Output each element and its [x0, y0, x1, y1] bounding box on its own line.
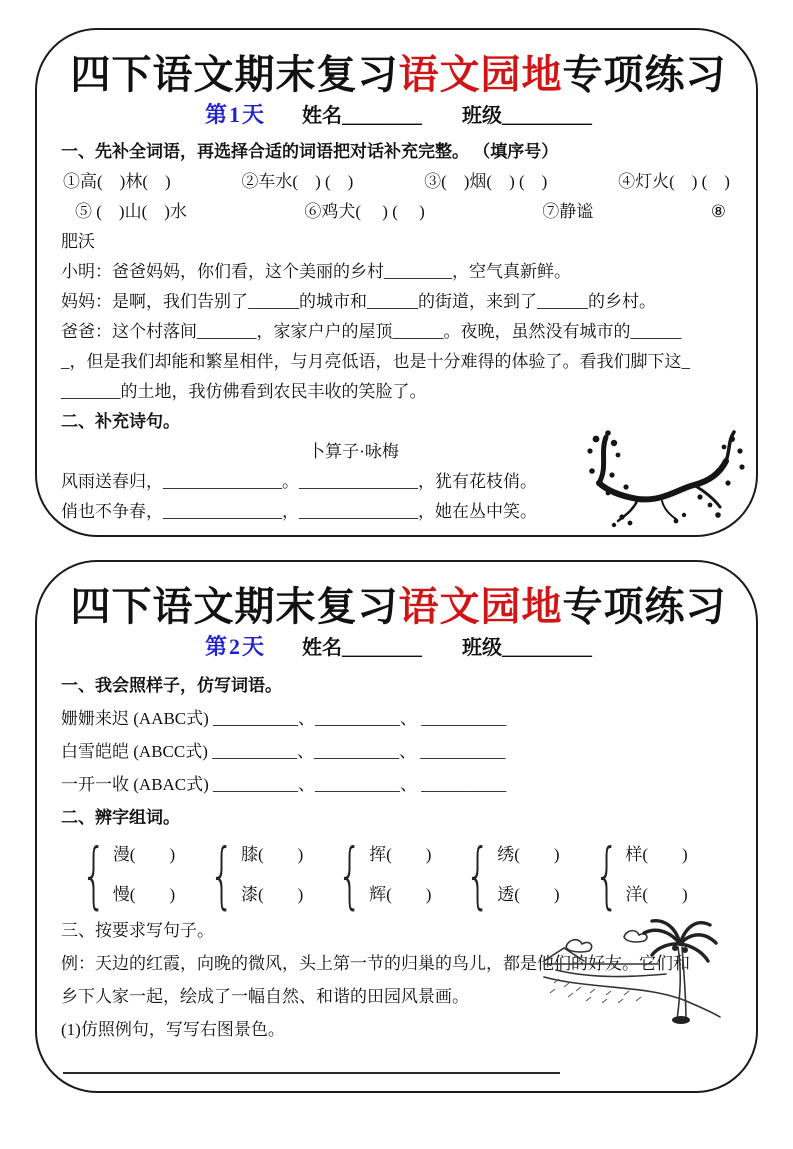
- imitate-word-line-2: 白雪皑皑 (ABCC式) __________、__________、 __________: [61, 742, 506, 761]
- pair-top: 膝( ): [240, 845, 304, 864]
- pair-group-3: [327, 833, 432, 917]
- name-field: 姓名________: [302, 637, 422, 659]
- word-item-8: ⑧: [710, 202, 726, 221]
- pair-bottom: 漆( ): [240, 885, 304, 904]
- imitate-word-line-3: 一开一收 (ABAC式) __________、__________、 __________: [61, 775, 507, 794]
- worksheet-day2: [35, 560, 758, 1093]
- pair-group-4: [455, 833, 560, 917]
- subtask-1-prompt: (1)仿照例句，写写右图景色。: [61, 1020, 285, 1039]
- pair-bottom: 辉( ): [369, 885, 432, 904]
- lakeside-palm-illustration: [538, 917, 730, 1029]
- example-sentence-line2: 乡下人家一起，绘成了一幅自然、和谐的田园风景画。: [61, 987, 469, 1006]
- class-field: 班级_________: [462, 105, 592, 127]
- d1-q1-word-row3: 肥沃: [61, 232, 95, 251]
- word-item-6: ⑥鸡犬( ) ( ): [304, 202, 425, 221]
- day1-label: 第1天: [204, 102, 266, 127]
- imitate-word-line-1: 姗姗来迟 (AABC式) __________、__________、 __________: [61, 709, 507, 728]
- word-item-1: ①高( )林( ): [63, 172, 171, 191]
- title-highlight: 语文园地: [398, 52, 563, 97]
- word-item-3: ③( )烟( ) ( ): [424, 172, 548, 191]
- poem-line2: 俏也不争春，______________，______________，她在丛中笑。: [61, 502, 537, 521]
- d1-q1-heading: 一、先补全词语，再选择合适的词语把对话补充完整。 （填序号）: [61, 142, 559, 161]
- d2-q1-heading: 一、我会照样子，仿写词语。: [61, 676, 282, 695]
- dialog-mama: 妈妈：是啊，我们告别了______的城市和______的街道，来到了______的乡村。: [61, 292, 656, 311]
- dialog-xiaoming: 小明：爸爸妈妈，你们看，这个美丽的乡村________，空气真新鲜。: [61, 262, 571, 281]
- dialog-baba-cont2: _______的土地，我仿佛看到农民丰收的笑脸了。: [61, 382, 427, 401]
- pair-top: 挥( ): [369, 845, 432, 864]
- d2-q3-heading: 三、按要求写句子。: [61, 921, 214, 940]
- title-highlight: 语文园地: [398, 584, 563, 629]
- brace-icon: {: [81, 833, 107, 917]
- day1-header-line: [61, 100, 736, 131]
- class-field: 班级_________: [462, 637, 592, 659]
- word-item-2: ②车水( ) ( ): [241, 172, 354, 191]
- poem-line1: 风雨送春归，______________。______________，犹有花枝俏。: [61, 472, 537, 491]
- brace-icon: {: [465, 833, 491, 917]
- word-item-5: ⑤ ( )山( )水: [75, 202, 187, 221]
- example-sentence-line1: 例：天边的红霞，向晚的微风，头上第一节的归巢的鸟儿，都是他们的好友。它们和: [61, 954, 690, 973]
- brace-icon: {: [337, 833, 363, 917]
- word-item-4: ④灯火( ) ( ): [618, 172, 730, 191]
- plum-blossom-illustration: [578, 427, 750, 531]
- pair-group-1: [71, 833, 176, 917]
- pair-top: 样( ): [625, 845, 688, 864]
- pair-top: 漫( ): [112, 845, 176, 864]
- word-item-7: ⑦静谧: [542, 202, 594, 221]
- page-title: [61, 52, 736, 98]
- name-field: 姓名________: [302, 105, 422, 127]
- worksheet-day1: [35, 28, 758, 537]
- pair-group-2: [199, 833, 304, 917]
- title-part1: 四下语文期末复习: [70, 52, 399, 97]
- pair-top: 绣( ): [497, 845, 560, 864]
- d1-q2-heading: 二、补充诗句。: [61, 412, 180, 431]
- pair-bottom: 慢( ): [112, 885, 176, 904]
- brace-icon: {: [593, 833, 620, 917]
- d1-q1-word-row2: [61, 197, 736, 227]
- d1-q1-word-row1: [61, 167, 736, 197]
- title-part1: 四下语文期末复习: [70, 584, 399, 629]
- title-part2: 专项练习: [562, 52, 727, 97]
- poem-title: 卜算子·咏梅: [308, 442, 399, 461]
- answer-line-1: [63, 1072, 560, 1074]
- dialog-baba: 爸爸：这个村落间_______，家家户户的屋顶______。夜晚，虽然没有城市的______: [61, 322, 682, 341]
- d2-q2-heading: 二、辨字组词。: [61, 808, 180, 827]
- dialog-baba-cont1: _，但是我们却能和繁星相伴，与月亮低语，也是十分难得的体验了。看我们脚下这_: [61, 352, 690, 371]
- brace-icon: {: [209, 833, 235, 917]
- day2-label: 第2天: [204, 634, 266, 659]
- day2-header-line: [61, 632, 736, 663]
- pair-group-5: [584, 833, 688, 917]
- pair-bottom: 洋( ): [625, 885, 688, 904]
- character-pairs-row: [71, 833, 736, 917]
- pair-bottom: 透( ): [497, 885, 560, 904]
- page-title-2: [61, 584, 736, 630]
- title-part2: 专项练习: [562, 584, 727, 629]
